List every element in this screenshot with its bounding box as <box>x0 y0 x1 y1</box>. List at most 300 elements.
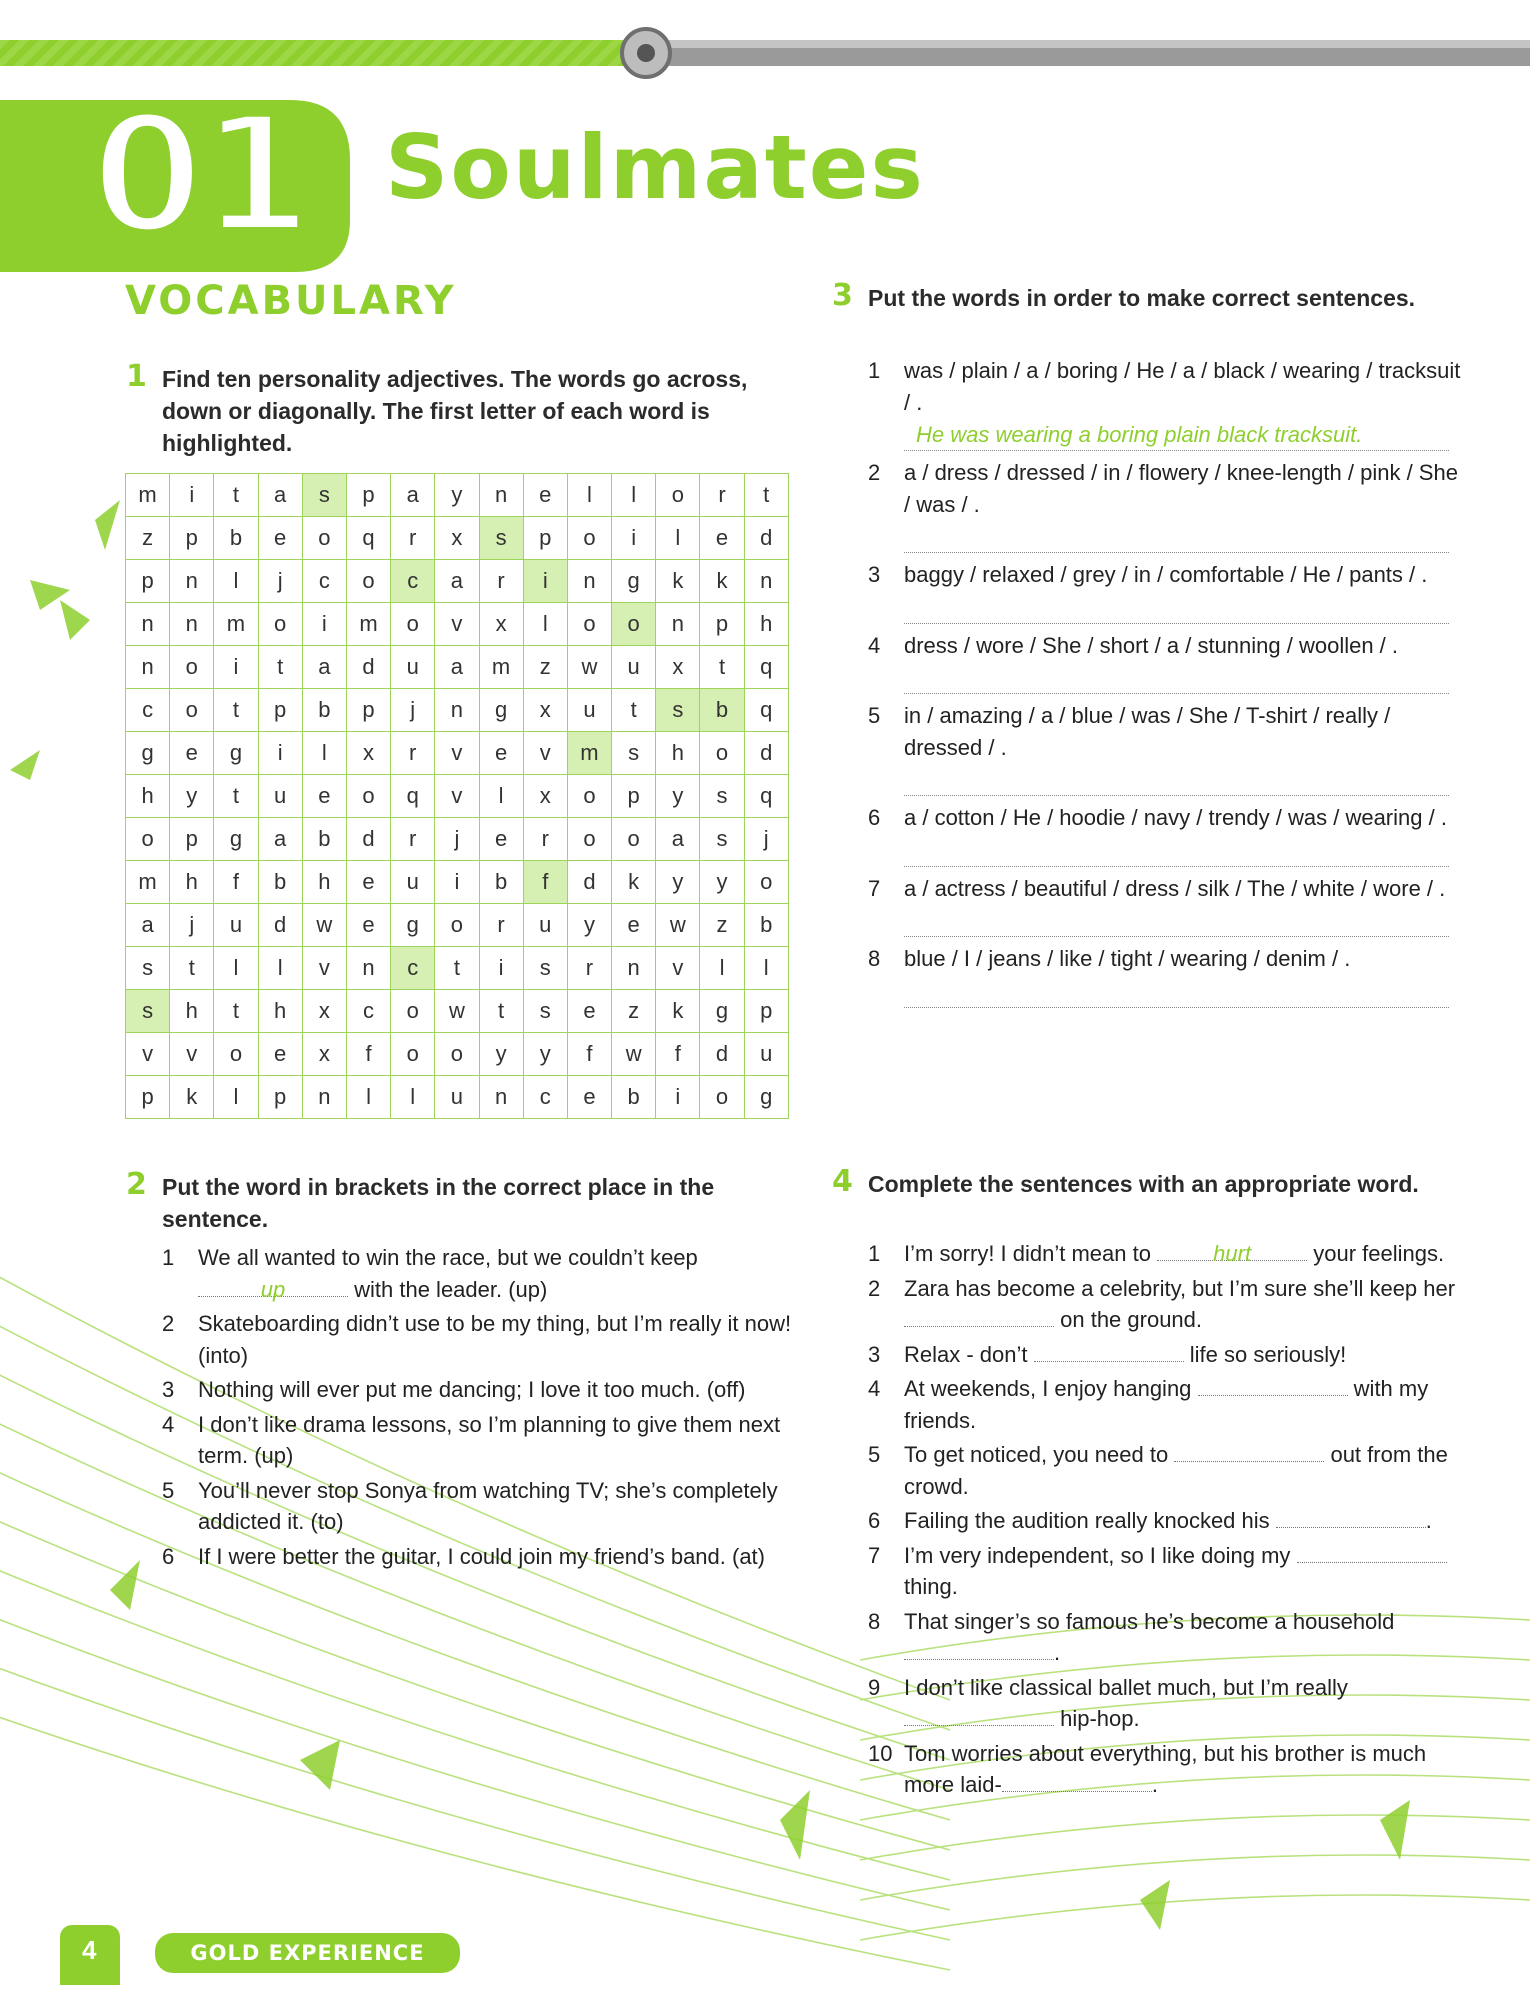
answer-line[interactable] <box>904 420 1449 451</box>
grid-row <box>126 732 789 775</box>
item-text: . <box>1054 1640 1061 1665</box>
grid-cell[interactable]: i <box>170 474 214 517</box>
grid-cell[interactable]: i <box>302 603 346 646</box>
grid-cell[interactable]: b <box>479 861 523 904</box>
grid-cell[interactable]: n <box>435 689 479 732</box>
answer-line[interactable] <box>904 765 1449 796</box>
grid-cell[interactable]: t <box>700 646 744 689</box>
item-number: 1 <box>162 1245 175 1270</box>
grid-cell[interactable]: f <box>214 861 258 904</box>
grid-cell[interactable]: q <box>391 775 435 818</box>
answer-blank[interactable] <box>1002 1769 1152 1792</box>
grid-cell[interactable]: e <box>612 904 656 947</box>
grid-cell[interactable]: m <box>214 603 258 646</box>
grid-cell[interactable]: u <box>567 689 611 732</box>
grid-cell[interactable]: o <box>567 517 611 560</box>
grid-cell[interactable]: y <box>567 904 611 947</box>
grid-cell[interactable]: g <box>612 560 656 603</box>
grid-cell[interactable]: p <box>258 689 302 732</box>
grid-cell[interactable]: g <box>479 689 523 732</box>
grid-cell[interactable]: n <box>567 560 611 603</box>
grid-row <box>126 474 789 517</box>
grid-cell[interactable]: p <box>346 474 390 517</box>
grid-cell[interactable]: o <box>346 775 390 818</box>
answer-text: hurt <box>1213 1241 1252 1266</box>
grid-cell[interactable]: t <box>214 474 258 517</box>
grid-cell[interactable]: w <box>567 646 611 689</box>
grid-cell[interactable]: r <box>391 818 435 861</box>
grid-cell[interactable]: n <box>479 474 523 517</box>
grid-cell[interactable]: n <box>346 947 390 990</box>
item-text: . <box>1151 1772 1158 1797</box>
grid-cell[interactable]: p <box>346 689 390 732</box>
grid-cell[interactable]: x <box>523 775 567 818</box>
grid-cell[interactable]: k <box>170 1076 214 1119</box>
grid-cell[interactable]: z <box>523 646 567 689</box>
answer-line[interactable] <box>904 977 1449 1008</box>
grid-cell[interactable]: s <box>126 990 170 1033</box>
grid-cell[interactable]: r <box>391 732 435 775</box>
item-number: 3 <box>868 562 881 587</box>
grid-cell[interactable]: e <box>479 818 523 861</box>
grid-cell[interactable]: p <box>258 1076 302 1119</box>
grid-cell[interactable]: b <box>744 904 788 947</box>
grid-cell[interactable]: v <box>656 947 700 990</box>
grid-cell[interactable]: n <box>170 560 214 603</box>
answer-blank[interactable] <box>1174 1439 1324 1462</box>
grid-cell[interactable]: j <box>170 904 214 947</box>
grid-cell[interactable]: n <box>126 603 170 646</box>
grid-cell[interactable]: o <box>258 603 302 646</box>
item-text: your feelings. <box>1313 1241 1445 1266</box>
item-number: 1 <box>868 358 881 383</box>
grid-cell[interactable]: o <box>700 1076 744 1119</box>
item-number: 6 <box>162 1543 175 1569</box>
grid-cell[interactable]: x <box>302 1033 346 1076</box>
grid-cell[interactable]: s <box>523 947 567 990</box>
grid-cell[interactable]: t <box>214 990 258 1033</box>
answer-blank[interactable] <box>1297 1540 1447 1563</box>
grid-cell[interactable]: h <box>302 861 346 904</box>
grid-cell[interactable]: a <box>435 646 479 689</box>
grid-cell[interactable]: v <box>435 603 479 646</box>
grid-cell[interactable]: i <box>214 646 258 689</box>
grid-cell[interactable]: t <box>258 646 302 689</box>
grid-cell[interactable]: g <box>744 1076 788 1119</box>
list-item <box>162 1308 802 1371</box>
grid-cell[interactable]: y <box>435 474 479 517</box>
grid-cell[interactable]: a <box>126 904 170 947</box>
grid-cell[interactable]: n <box>170 603 214 646</box>
grid-cell[interactable]: x <box>656 646 700 689</box>
grid-cell[interactable]: o <box>700 732 744 775</box>
grid-cell[interactable]: k <box>656 990 700 1033</box>
grid-cell[interactable]: s <box>523 990 567 1033</box>
grid-cell[interactable]: d <box>346 818 390 861</box>
grid-cell[interactable]: n <box>612 947 656 990</box>
grid-cell[interactable]: u <box>744 1033 788 1076</box>
word-search-grid <box>125 473 789 1119</box>
grid-cell[interactable]: e <box>346 861 390 904</box>
item-number: 6 <box>868 1508 881 1533</box>
list-item <box>162 1242 802 1305</box>
answer-blank[interactable] <box>1198 1373 1348 1396</box>
list-item <box>868 457 1468 553</box>
grid-cell[interactable]: e <box>258 1033 302 1076</box>
grid-cell[interactable]: m <box>126 861 170 904</box>
grid-cell[interactable]: s <box>479 517 523 560</box>
grid-cell[interactable]: x <box>523 689 567 732</box>
grid-cell[interactable]: o <box>656 474 700 517</box>
list-item <box>868 700 1468 796</box>
item-number: 5 <box>162 1477 175 1503</box>
list-item <box>868 630 1468 695</box>
grid-cell[interactable]: n <box>479 1076 523 1119</box>
grid-cell[interactable]: g <box>214 732 258 775</box>
grid-cell[interactable]: i <box>612 517 656 560</box>
grid-cell[interactable]: m <box>346 603 390 646</box>
grid-cell[interactable]: n <box>302 1076 346 1119</box>
grid-cell[interactable]: u <box>435 1076 479 1119</box>
grid-cell[interactable]: l <box>258 947 302 990</box>
grid-cell[interactable]: q <box>744 775 788 818</box>
grid-cell[interactable]: q <box>346 517 390 560</box>
grid-cell[interactable]: s <box>126 947 170 990</box>
grid-cell[interactable]: g <box>700 990 744 1033</box>
grid-cell[interactable]: i <box>435 861 479 904</box>
list-item <box>868 559 1468 624</box>
grid-cell[interactable]: l <box>391 1076 435 1119</box>
grid-cell[interactable]: x <box>479 603 523 646</box>
grid-cell[interactable]: o <box>567 603 611 646</box>
grid-cell[interactable]: o <box>744 861 788 904</box>
grid-cell[interactable]: v <box>302 947 346 990</box>
grid-cell[interactable]: l <box>523 603 567 646</box>
grid-cell[interactable]: l <box>612 474 656 517</box>
grid-cell[interactable]: h <box>744 603 788 646</box>
list-item <box>868 1439 1458 1502</box>
grid-cell[interactable]: b <box>214 517 258 560</box>
grid-cell[interactable]: b <box>612 1076 656 1119</box>
grid-cell[interactable]: l <box>656 517 700 560</box>
grid-cell[interactable]: b <box>258 861 302 904</box>
item-text: thing. <box>904 1574 958 1599</box>
list-item <box>868 1672 1458 1735</box>
grid-cell[interactable]: e <box>523 474 567 517</box>
ex3-items <box>868 355 1468 1014</box>
grid-cell[interactable]: o <box>170 689 214 732</box>
grid-cell[interactable]: l <box>302 732 346 775</box>
grid-cell[interactable]: j <box>258 560 302 603</box>
grid-cell[interactable]: p <box>170 818 214 861</box>
list-item <box>868 1339 1458 1371</box>
grid-cell[interactable]: i <box>656 1076 700 1119</box>
grid-cell[interactable]: t <box>435 947 479 990</box>
grid-cell[interactable]: p <box>126 560 170 603</box>
item-text: Skateboarding didn’t use to be my thing, but I’m really it now! (into) <box>198 1311 792 1368</box>
grid-cell[interactable]: r <box>523 818 567 861</box>
grid-cell[interactable]: e <box>567 1076 611 1119</box>
grid-cell[interactable]: r <box>479 904 523 947</box>
grid-cell[interactable]: p <box>523 517 567 560</box>
grid-cell[interactable]: i <box>523 560 567 603</box>
grid-cell[interactable]: l <box>214 560 258 603</box>
grid-cell[interactable]: p <box>744 990 788 1033</box>
grid-cell[interactable]: b <box>302 818 346 861</box>
grid-cell[interactable]: y <box>479 1033 523 1076</box>
grid-cell[interactable]: a <box>435 560 479 603</box>
grid-cell[interactable]: e <box>346 904 390 947</box>
item-text: I don’t like classical ballet much, but I’m really <box>904 1674 1348 1700</box>
grid-cell[interactable]: a <box>391 474 435 517</box>
grid-cell[interactable]: o <box>435 1033 479 1076</box>
grid-cell[interactable]: c <box>391 947 435 990</box>
item-text: life so seriously! <box>1189 1341 1347 1367</box>
answer-line[interactable] <box>904 836 1449 867</box>
grid-cell[interactable]: p <box>170 517 214 560</box>
grid-cell[interactable]: y <box>523 1033 567 1076</box>
grid-cell[interactable]: n <box>656 603 700 646</box>
grid-cell[interactable]: s <box>656 689 700 732</box>
grid-cell[interactable]: v <box>523 732 567 775</box>
grid-cell[interactable]: x <box>346 732 390 775</box>
grid-cell[interactable]: m <box>126 474 170 517</box>
grid-cell[interactable]: a <box>302 646 346 689</box>
grid-cell[interactable]: b <box>700 689 744 732</box>
grid-cell[interactable]: y <box>700 861 744 904</box>
grid-cell[interactable]: h <box>126 775 170 818</box>
grid-cell[interactable]: p <box>612 775 656 818</box>
grid-cell[interactable]: u <box>391 861 435 904</box>
grid-cell[interactable]: o <box>567 818 611 861</box>
grid-cell[interactable]: v <box>170 1033 214 1076</box>
item-number: 4 <box>868 1376 881 1401</box>
item-text: We all wanted to win the race, but we couldn’t keep <box>198 1245 698 1270</box>
grid-cell[interactable]: o <box>567 775 611 818</box>
item-text: in / amazing / a / blue / was / She / T-shirt / really / dressed / . <box>904 703 1391 760</box>
grid-cell[interactable]: k <box>700 560 744 603</box>
grid-cell[interactable]: m <box>567 732 611 775</box>
item-text: a / dress / dressed / in / flowery / knee-length / pink / She / was / . <box>904 460 1458 517</box>
grid-cell[interactable]: h <box>170 990 214 1033</box>
grid-cell[interactable]: i <box>258 732 302 775</box>
grid-cell[interactable]: l <box>214 947 258 990</box>
grid-cell[interactable]: b <box>302 689 346 732</box>
ex1-number: 1 <box>126 359 147 394</box>
grid-cell[interactable]: h <box>258 990 302 1033</box>
grid-cell[interactable]: o <box>391 603 435 646</box>
grid-cell[interactable]: m <box>479 646 523 689</box>
grid-cell[interactable]: u <box>391 646 435 689</box>
ex1-heading <box>126 359 802 459</box>
grid-cell[interactable]: w <box>435 990 479 1033</box>
grid-cell[interactable]: x <box>435 517 479 560</box>
grid-cell[interactable]: q <box>744 689 788 732</box>
grid-cell[interactable]: d <box>744 517 788 560</box>
item-number: 1 <box>868 1241 881 1266</box>
grid-row <box>126 861 789 904</box>
grid-cell[interactable]: t <box>612 689 656 732</box>
answer-blank[interactable] <box>904 1703 1054 1726</box>
grid-cell[interactable]: z <box>700 904 744 947</box>
grid-cell[interactable]: o <box>612 818 656 861</box>
grid-cell[interactable]: o <box>346 560 390 603</box>
grid-cell[interactable]: z <box>126 517 170 560</box>
grid-cell[interactable]: c <box>126 689 170 732</box>
grid-cell[interactable]: o <box>391 1033 435 1076</box>
grid-cell[interactable]: w <box>302 904 346 947</box>
grid-cell[interactable]: r <box>391 517 435 560</box>
item-text: dress / wore / She / short / a / stunning / woollen / . <box>904 632 1399 658</box>
answer-line[interactable] <box>904 522 1449 553</box>
grid-cell[interactable]: l <box>214 1076 258 1119</box>
list-item <box>868 873 1468 938</box>
answer-blank[interactable] <box>904 1637 1054 1660</box>
grid-cell[interactable]: n <box>126 646 170 689</box>
grid-cell[interactable]: r <box>567 947 611 990</box>
grid-cell[interactable]: t <box>214 689 258 732</box>
answer-blank[interactable] <box>1034 1339 1184 1362</box>
grid-cell[interactable]: l <box>744 947 788 990</box>
grid-cell[interactable]: o <box>214 1033 258 1076</box>
grid-cell[interactable]: o <box>435 904 479 947</box>
grid-cell[interactable]: f <box>346 1033 390 1076</box>
grid-cell[interactable]: w <box>656 904 700 947</box>
grid-cell[interactable]: n <box>744 560 788 603</box>
grid-cell[interactable]: y <box>656 775 700 818</box>
item-text: was / plain / a / boring / He / a / black / wearing / tracksuit / . <box>904 358 1461 415</box>
grid-row <box>126 775 789 818</box>
item-text: with my friends. <box>904 1376 1429 1433</box>
grid-cell[interactable]: w <box>612 1033 656 1076</box>
grid-cell[interactable]: u <box>258 775 302 818</box>
ex3-number: 3 <box>832 278 853 313</box>
grid-cell[interactable]: s <box>700 775 744 818</box>
grid-cell[interactable]: c <box>346 990 390 1033</box>
grid-cell[interactable]: y <box>656 861 700 904</box>
grid-cell[interactable]: f <box>523 861 567 904</box>
item-text: Zara has become a celebrity, but I’m sure she’ll keep her <box>904 1275 1456 1301</box>
grid-cell[interactable]: l <box>479 775 523 818</box>
grid-cell[interactable]: d <box>346 646 390 689</box>
grid-cell[interactable]: e <box>258 517 302 560</box>
grid-cell[interactable]: r <box>700 474 744 517</box>
grid-cell[interactable]: t <box>170 947 214 990</box>
grid-cell[interactable]: p <box>700 603 744 646</box>
grid-cell[interactable]: u <box>612 646 656 689</box>
grid-cell[interactable]: e <box>567 990 611 1033</box>
grid-cell[interactable]: o <box>612 603 656 646</box>
grid-cell[interactable]: g <box>391 904 435 947</box>
grid-cell[interactable]: f <box>656 1033 700 1076</box>
item-text: I don’t like drama lessons, so I’m planning to give them next term. (up) <box>198 1411 781 1468</box>
grid-cell[interactable]: s <box>700 818 744 861</box>
brand-label: GOLD EXPERIENCE <box>155 1933 460 1973</box>
grid-cell[interactable]: o <box>126 818 170 861</box>
grid-cell[interactable]: o <box>391 990 435 1033</box>
list-item <box>162 1475 802 1538</box>
grid-cell[interactable]: v <box>435 732 479 775</box>
grid-cell[interactable]: o <box>170 646 214 689</box>
grid-cell[interactable]: c <box>391 560 435 603</box>
grid-cell[interactable]: t <box>744 474 788 517</box>
grid-cell[interactable]: j <box>435 818 479 861</box>
grid-cell[interactable]: d <box>258 904 302 947</box>
list-item <box>868 1505 1458 1537</box>
grid-cell[interactable]: a <box>656 818 700 861</box>
grid-cell[interactable]: c <box>523 1076 567 1119</box>
grid-cell[interactable]: g <box>214 818 258 861</box>
grid-cell[interactable]: z <box>612 990 656 1033</box>
grid-cell[interactable]: s <box>612 732 656 775</box>
grid-cell[interactable]: l <box>346 1076 390 1119</box>
answer-line[interactable] <box>904 593 1449 624</box>
grid-cell[interactable]: p <box>126 1076 170 1119</box>
grid-cell[interactable]: y <box>170 775 214 818</box>
grid-cell[interactable]: a <box>258 818 302 861</box>
answer-text: He was wearing a boring plain black tracksuit. <box>916 422 1363 447</box>
item-number: 5 <box>868 703 881 728</box>
grid-row <box>126 990 789 1033</box>
grid-cell[interactable]: u <box>523 904 567 947</box>
grid-cell[interactable]: h <box>170 861 214 904</box>
grid-cell[interactable]: t <box>479 990 523 1033</box>
grid-cell[interactable]: i <box>479 947 523 990</box>
grid-cell[interactable]: h <box>656 732 700 775</box>
grid-cell[interactable]: g <box>126 732 170 775</box>
ex4-items <box>868 1238 1458 1804</box>
grid-cell[interactable]: q <box>744 646 788 689</box>
ex2-number: 2 <box>126 1167 147 1202</box>
answer-line[interactable] <box>904 906 1449 937</box>
list-item <box>868 1738 1458 1801</box>
grid-cell[interactable]: j <box>391 689 435 732</box>
grid-cell[interactable]: k <box>656 560 700 603</box>
grid-cell[interactable]: e <box>700 517 744 560</box>
answer-blank[interactable] <box>1157 1238 1307 1266</box>
grid-cell[interactable]: x <box>302 990 346 1033</box>
grid-cell[interactable]: u <box>214 904 258 947</box>
grid-cell[interactable]: d <box>567 861 611 904</box>
grid-cell[interactable]: c <box>302 560 346 603</box>
grid-cell[interactable]: s <box>302 474 346 517</box>
grid-cell[interactable]: o <box>302 517 346 560</box>
answer-line[interactable] <box>904 663 1449 694</box>
answer-blank[interactable] <box>198 1274 348 1302</box>
grid-cell[interactable]: e <box>479 732 523 775</box>
item-text: baggy / relaxed / grey / in / comfortable / He / pants / . <box>904 562 1428 587</box>
grid-cell[interactable]: d <box>744 732 788 775</box>
grid-cell[interactable]: f <box>567 1033 611 1076</box>
grid-cell[interactable]: j <box>744 818 788 861</box>
grid-cell[interactable]: t <box>214 775 258 818</box>
grid-cell[interactable]: a <box>258 474 302 517</box>
grid-cell[interactable]: l <box>700 947 744 990</box>
grid-cell[interactable]: l <box>567 474 611 517</box>
grid-cell[interactable]: v <box>435 775 479 818</box>
grid-cell[interactable]: e <box>170 732 214 775</box>
answer-blank[interactable] <box>1276 1505 1426 1528</box>
item-text: a / cotton / He / hoodie / navy / trendy / was / wearing / . <box>904 805 1447 830</box>
item-number: 6 <box>868 805 881 830</box>
item-text: Tom worries about everything, but his brother is much more laid- <box>904 1740 1427 1797</box>
grid-cell[interactable]: k <box>612 861 656 904</box>
answer-blank[interactable] <box>904 1304 1054 1327</box>
grid-cell[interactable]: e <box>302 775 346 818</box>
grid-cell[interactable]: r <box>479 560 523 603</box>
grid-cell[interactable]: d <box>700 1033 744 1076</box>
grid-cell[interactable]: v <box>126 1033 170 1076</box>
